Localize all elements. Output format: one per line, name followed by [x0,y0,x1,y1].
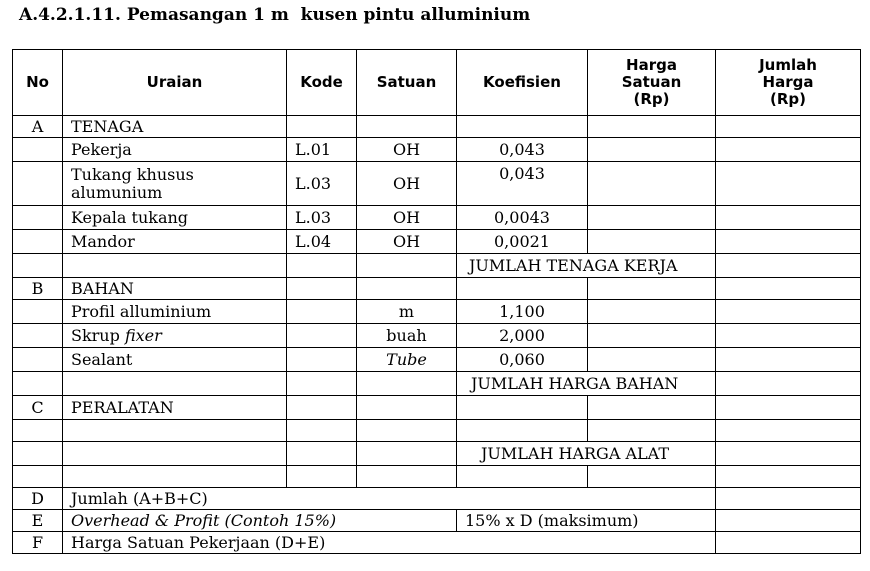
kode-cell: L.04 [287,230,357,254]
subtotal-row-tenaga [13,254,861,278]
section-row-peralatan [13,396,861,420]
table-row [13,206,861,230]
kode-cell: L.03 [287,162,357,206]
page-title: A.4.2.1.11. Pemasangan 1 m kusen pintu alluminium [19,5,531,25]
section-no: C [13,396,63,420]
satuan-cell: OH [357,162,457,206]
uraian-cell: Mandor [63,230,287,254]
subtotal-label: JUMLAH HARGA ALAT [457,442,716,466]
satuan-cell: OH [357,230,457,254]
summary-label: Jumlah (A+B+C) [63,488,716,510]
table-row [13,348,861,372]
summary-row-f [13,532,861,554]
satuan-cell: OH [357,138,457,162]
subtotal-row-peralatan [13,442,861,466]
section-label: BAHAN [63,278,287,300]
section-no: B [13,278,63,300]
table-row [13,230,861,254]
header-harga-satuan-line: Harga [626,56,677,74]
section-row-bahan [13,278,861,300]
header-jumlah-harga-line: (Rp) [770,90,806,108]
summary-label: Harga Satuan Pekerjaan (D+E) [63,532,716,554]
subtotal-row-bahan [13,372,861,396]
satuan-cell: buah [357,324,457,348]
uraian-text: Skrup [71,325,125,345]
header-jumlah-harga-line: Harga [762,73,814,91]
table-row [13,300,861,324]
uraian-cell [63,324,287,348]
koefisien-cell: 0,0021 [457,230,588,254]
table-row [13,420,861,442]
summary-row-e [13,510,861,532]
koefisien-cell: 0,060 [457,348,588,372]
uraian-text: Sealant [71,349,133,369]
summary-row-d [13,488,861,510]
table-row [13,466,861,488]
summary-label: Overhead & Profit (Contoh 15%) [63,510,457,532]
table-row [13,324,861,348]
uraian-italic-text: fixer [124,325,162,345]
uraian-cell: Pekerja [63,138,287,162]
header-harga-satuan-line: (Rp) [633,90,670,108]
section-row-tenaga [13,116,861,138]
header-no: No [13,50,63,116]
header-harga-satuan [588,50,716,116]
satuan-cell: Tube [357,348,457,372]
summary-note: 15% x D (maksimum) [457,510,716,532]
header-jumlah-harga-line: Jumlah [759,56,817,74]
koefisien-cell: 0,043 [457,138,588,162]
uraian-cell: Tukang khusus alumunium [63,162,287,206]
uraian-cell [63,348,287,372]
header-koefisien: Koefisien [457,50,588,116]
kode-cell: L.01 [287,138,357,162]
table-row [13,138,861,162]
satuan-cell: OH [357,206,457,230]
koefisien-cell: 1,100 [457,300,588,324]
subtotal-label: JUMLAH TENAGA KERJA [457,254,716,278]
header-kode: Kode [287,50,357,116]
header-row [13,50,861,116]
section-label: TENAGA [63,116,287,138]
kode-cell: L.03 [287,206,357,230]
koefisien-cell: 2,000 [457,324,588,348]
header-satuan: Satuan [357,50,457,116]
koefisien-cell: 0,043 [457,162,588,206]
header-jumlah-harga [716,50,861,116]
summary-no: E [13,510,63,532]
header-harga-satuan-line: Satuan [621,73,682,91]
summary-no: F [13,532,63,554]
uraian-cell: Kepala tukang [63,206,287,230]
uraian-text: Profil alluminium [71,301,212,321]
summary-no: D [13,488,63,510]
section-no: A [13,116,63,138]
ahsp-table [12,49,861,554]
section-label: PERALATAN [63,396,287,420]
uraian-cell [63,300,287,324]
koefisien-cell: 0,0043 [457,206,588,230]
subtotal-label: JUMLAH HARGA BAHAN [457,372,716,396]
satuan-cell: m [357,300,457,324]
table-row [13,162,861,206]
header-uraian: Uraian [63,50,287,116]
